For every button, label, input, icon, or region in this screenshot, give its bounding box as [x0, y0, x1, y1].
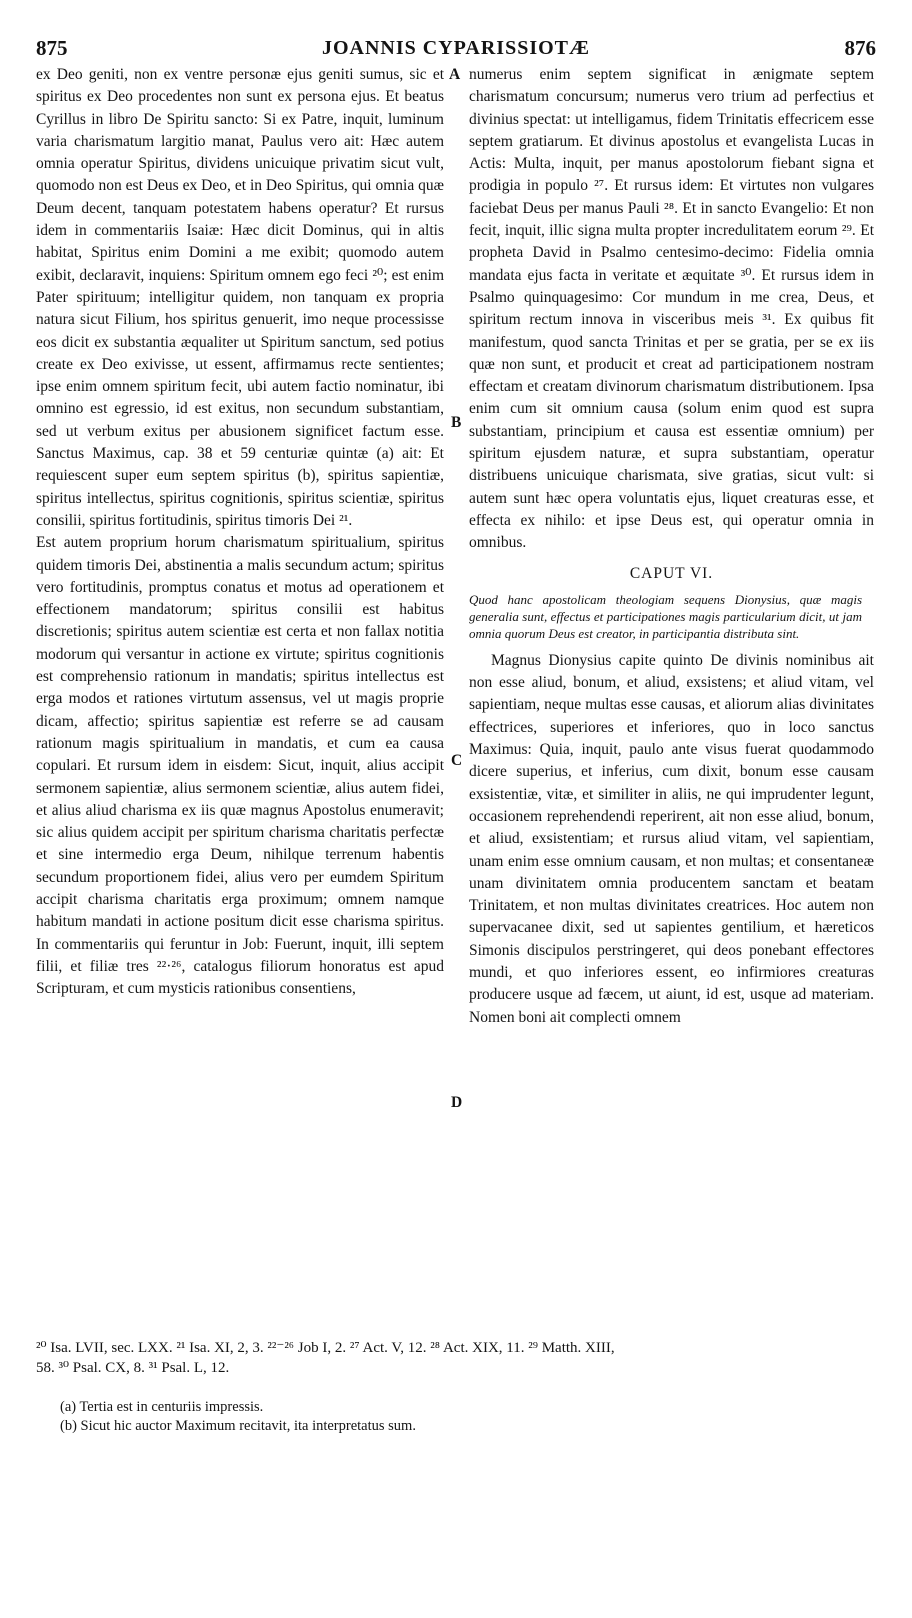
margin-letter-b: B: [451, 414, 462, 431]
footnotes: [60, 1398, 876, 1436]
right-paragraph-1: numerus enim septem significat in ænigmate septem charismatum concursum; numerus vero trium ad perfectius et divinius spectat: ut intelligamus, fidem Trinitatis effecricem esse septem gratiarum. Et divinus apostolus et evangelista Lucas in Actis: Multa, inquit, per manus apostolorum fiebant signa et prodigia in populo ²⁷. Et rursus idem: Et virtutes non vulgares faciebat Deus per manus Pauli ²⁸. Et in sancto Evangelio: Et non fecit, inquit, illic signa multa propter incredulitatem eorum ²⁹. Et propheta David in Psalmo centesimo-decimo: Fidelia omnia mandata ejus facta in veritate et æquitate ³⁰. Et rursus idem in Psalmo quinquagesimo: Cor mundum in me crea, Deus, et spiritum rectum innova in visceribus meis ³¹. Ex quibus fit manifestum, quod sancta Trinitas et per se gratia, per se ex iis quæ non sunt, et producit et creat ad participationem nostram effectam et creatam divinorum charismatum distributionem. Ipsa enim cum sit omnium causa (solum enim quod est supra substantiam, principium et causa est essentiæ omnium) per spiritum ejusdem naturæ, et supra substantiam, operatur distribuens unicuique charismata, sive gratias, sicut vult: si autem sunt hæc opera voluntatis ejus, liquet creaturas esse, et effecta ex nihilo: et ipse Deus est, qui operatur omnia in omnibus.: [469, 66, 874, 552]
running-header: [36, 36, 876, 62]
reference-line-2: 58. ³⁰ Psal. CX, 8. ³¹ Psal. L, 12.: [36, 1360, 230, 1376]
left-column: [36, 64, 444, 1618]
chapter-summary: Quod hanc apostolicam theologiam sequens Dionysius, quæ magis generalia sunt, effectus et participationes magis particularium dicit, ut jam omnia quorum Deus est creator, in participantia distributa sint.: [469, 591, 862, 641]
margin-letter-c: C: [451, 752, 463, 769]
running-title: JOANNIS CYPARISSIOTÆ: [321, 37, 590, 59]
page-number-left: 875: [36, 36, 68, 60]
page-number-right: 876: [844, 36, 876, 60]
margin-letter-a: A: [449, 66, 461, 83]
reference-line-1: ²⁰ Isa. LVII, sec. LXX. ²¹ Isa. XI, 2, 3. ²²⁻²⁶ Job I, 2. ²⁷ Act. V, 12. ²⁸ Act. XIX, 11. ²⁹ Matth. XIII,: [36, 1340, 615, 1356]
footnote-a: (a) Tertia est in centuriis impressis.: [60, 1399, 264, 1415]
chapter-heading: CAPUT VI.: [629, 564, 714, 582]
left-paragraph-2: Est autem proprium horum charismatum spiritualium, spiritus quidem timoris Dei, abstinentia a malis secundum actum; spiritus vero fortitudinis, promptus conatus et motus ad operationem et effectionem mandatorum; spiritus consilii est habitus discretionis; spiritus autem scientiæ est certa et non fallax notitia modorum qui versantur in actione ex virtute; spiritus cognitionis est comprehensio rationum in mandatis; spiritus intellectus est erga modos et rationes virtutum assensus, vel ut magis proprie dicam, affectio; spiritus sapientiæ est referre se ad causam rationum magis spiritualium in mandatis, et cum ea causa copulari. Et rursum idem in eisdem: Sicut, inquit, alius accipit sermonem sapientiæ, alius sermonem scientiæ, alius autem fidei, et alius aliud charisma ex iis quæ magnus Apostolus enumeravit; sic alius quidem accipit per spiritum charisma charitatis perfectæ et sine intermedio erga Deum, nihilque terrenum habentis secundum proportionem fidei, alius vero per eumdem Spiritum accipit charisma charitatis erga proximum; omnem namque habitum mandati in actione positum dicit esse charisma spiritus. In commentariis qui feruntur in Job: Fuerunt, inquit, illi septem filii, et filiæ tres ²²·²⁶, catalogus filiorum honoratus est apud Scripturam, et cum mysticis rationibus consentiens,: [36, 534, 444, 998]
right-column: [469, 64, 874, 1618]
footnote-b: (b) Sicut hic auctor Maximum recitavit, ita interpretatus sum.: [60, 1418, 416, 1434]
left-paragraph-1: ex Deo geniti, non ex ventre personæ ejus geniti sumus, sic et spiritus ex Deo procedentes non sunt ex persona ejus. Et beatus Cyrillus in libro De Spiritu sancto: Si ex Patre, inquit, luminum varia charismatum largitio manat, Paulus vero ait: Hæc autem omnia operatur Spiritus, dividens unicuique privatim sicut vult, quomodo non est Deus ex Deo, et in Deo Spiritus, qui omnia quæ Deum decent, tanquam potestatem habens operatur? Et rursus idem in commentariis Isaiæ: Hæc dicit Dominus, qui in altis habitat, Spiritus enim Domini a me exibit; quomodo autem exibit, declaravit, inquiens: Spiritum omnem ego feci ²⁰; est enim Pater spirituum; intelligitur quidem, non tanquam ex propria natura sicut Filium, hos spiritus genuerit, imo neque processisse eos dicit ex substantia æqualiter ut Spiritum sanctum, sed potius create ex Deo exivisse, ut essent, affirmamus recte sentientes; ipse enim omnem spiritum fecit, ubi autem factio nominatur, ibi omnino est egressio, id est exitus, non secundum substantiam, sed ut verbum exitus per abusionem significet factum esse. Sanctus Maximus, cap. 38 et 59 centuriæ quintæ (a) ait: Et requiescent super eum septem spiritus (b), spiritus sapientiæ, spiritus intellectus, spiritus cognitionis, spiritus scientiæ, spiritus consilii, spiritus fortitudinis, spiritus timoris Dei ²¹.: [36, 66, 444, 529]
margin-letter-d: D: [451, 1094, 463, 1111]
scripture-references: [36, 1338, 876, 1378]
right-paragraph-2: Magnus Dionysius capite quinto De divinis nominibus ait non esse aliud, bonum, et aliud, exsistens; et aliud vitam, vel sapientiam, neque multas esse causas, et aliorum alias divinitates effectrices, superiores et inferiores, quo in loco sanctus Maximus: Quia, inquit, paulo ante visus fuerat quodammodo dicere superius, et inferius, cum dixit, bonum esse causam exsistentiæ, vitæ, et similiter in aliis, ne qui imprudenter legunt, occasionem reprehendendi reperirent, ait non esse aliud, bonum, et aliud, exsistentiam; et rursus aliud vitam, vel sapientiam, unam enim esse omnium causam, et non multas; et consentaneæ unam divinitatem omnia producentem sanctam et beatam Trinitatem, et non multas divinitates creatrices. Hoc autem non supervacanee dixit, sed ut sapientes gentilium, et hæreticos Simonis discipulos perstringeret, qui deos ponebant effectores mundi, et quo inferiores essent, eo infirmiores creaturas producere usque ad fæcem, ut aiunt, id est, usque ad materiam. Nomen boni ait complecti omnem: [469, 651, 874, 1026]
